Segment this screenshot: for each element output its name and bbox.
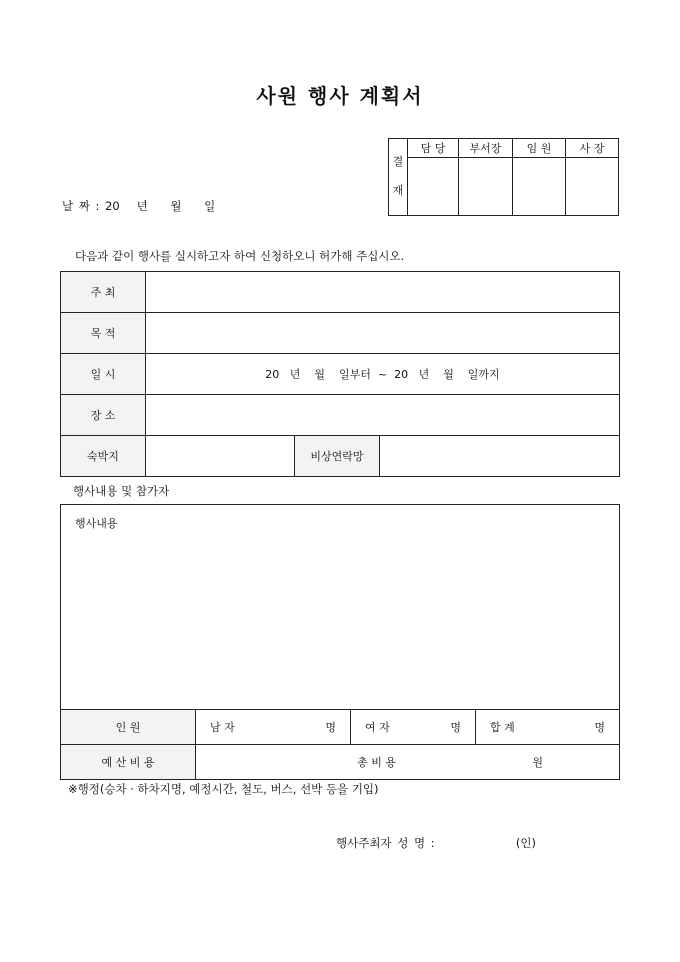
approval-col-dept-head: 부서장 — [459, 139, 513, 158]
date-line: 날 짜 : 20 년 월 일 — [62, 199, 216, 213]
section-title: 행사내용 및 참가자 — [73, 484, 170, 498]
lodging-label: 숙박지 — [61, 436, 146, 477]
purpose-field[interactable] — [146, 313, 620, 354]
approval-col-president: 사 장 — [566, 139, 619, 158]
emergency-field[interactable] — [380, 436, 620, 477]
contents-table — [60, 504, 620, 780]
signature-line — [336, 835, 536, 851]
contents-field[interactable] — [61, 505, 620, 710]
intro-text: 다음과 같이 행사를 실시하고자 하여 신청하오니 허가해 주십시오. — [75, 249, 405, 263]
approval-col-executive: 임 원 — [513, 139, 566, 158]
approval-box — [388, 138, 619, 216]
total-people-field[interactable]: 합 계 명 — [476, 710, 620, 745]
event-form-table — [60, 271, 620, 477]
people-label: 인 원 — [61, 710, 196, 745]
lodging-field[interactable] — [146, 436, 295, 477]
page-title: 사원 행사 계획서 — [256, 84, 424, 108]
female-field[interactable]: 여 자 명 — [351, 710, 476, 745]
male-field[interactable]: 남 자 명 — [196, 710, 351, 745]
signature-label: 행사주최자 성 명 : — [336, 836, 435, 850]
host-label: 주 최 — [61, 272, 146, 313]
host-field[interactable] — [146, 272, 620, 313]
approval-sign-dept-head[interactable] — [459, 158, 513, 216]
approval-sign-president[interactable] — [566, 158, 619, 216]
note-text: ※행정(승차 · 하차지명, 예정시간, 철도, 버스, 선박 등을 기입) — [68, 782, 379, 796]
datetime-label: 일 시 — [61, 354, 146, 395]
place-field[interactable] — [146, 395, 620, 436]
won-unit: 원 — [532, 756, 543, 769]
approval-sign-executive[interactable] — [513, 158, 566, 216]
seal-label: (인) — [515, 836, 537, 850]
approval-sign-manager[interactable] — [408, 158, 459, 216]
budget-field[interactable] — [196, 745, 620, 780]
contents-label: 행사내용 — [75, 517, 118, 530]
emergency-label: 비상연락망 — [295, 436, 380, 477]
place-label: 장 소 — [61, 395, 146, 436]
approval-col-manager: 담 당 — [408, 139, 459, 158]
purpose-label: 목 적 — [61, 313, 146, 354]
approval-side-label: 결 재 — [389, 139, 408, 216]
budget-label: 예 산 비 용 — [61, 745, 196, 780]
datetime-field[interactable]: 20 년 월 일부터 ~ 20 년 월 일까지 — [146, 354, 620, 395]
total-cost-label: 총 비 용 — [357, 756, 396, 769]
